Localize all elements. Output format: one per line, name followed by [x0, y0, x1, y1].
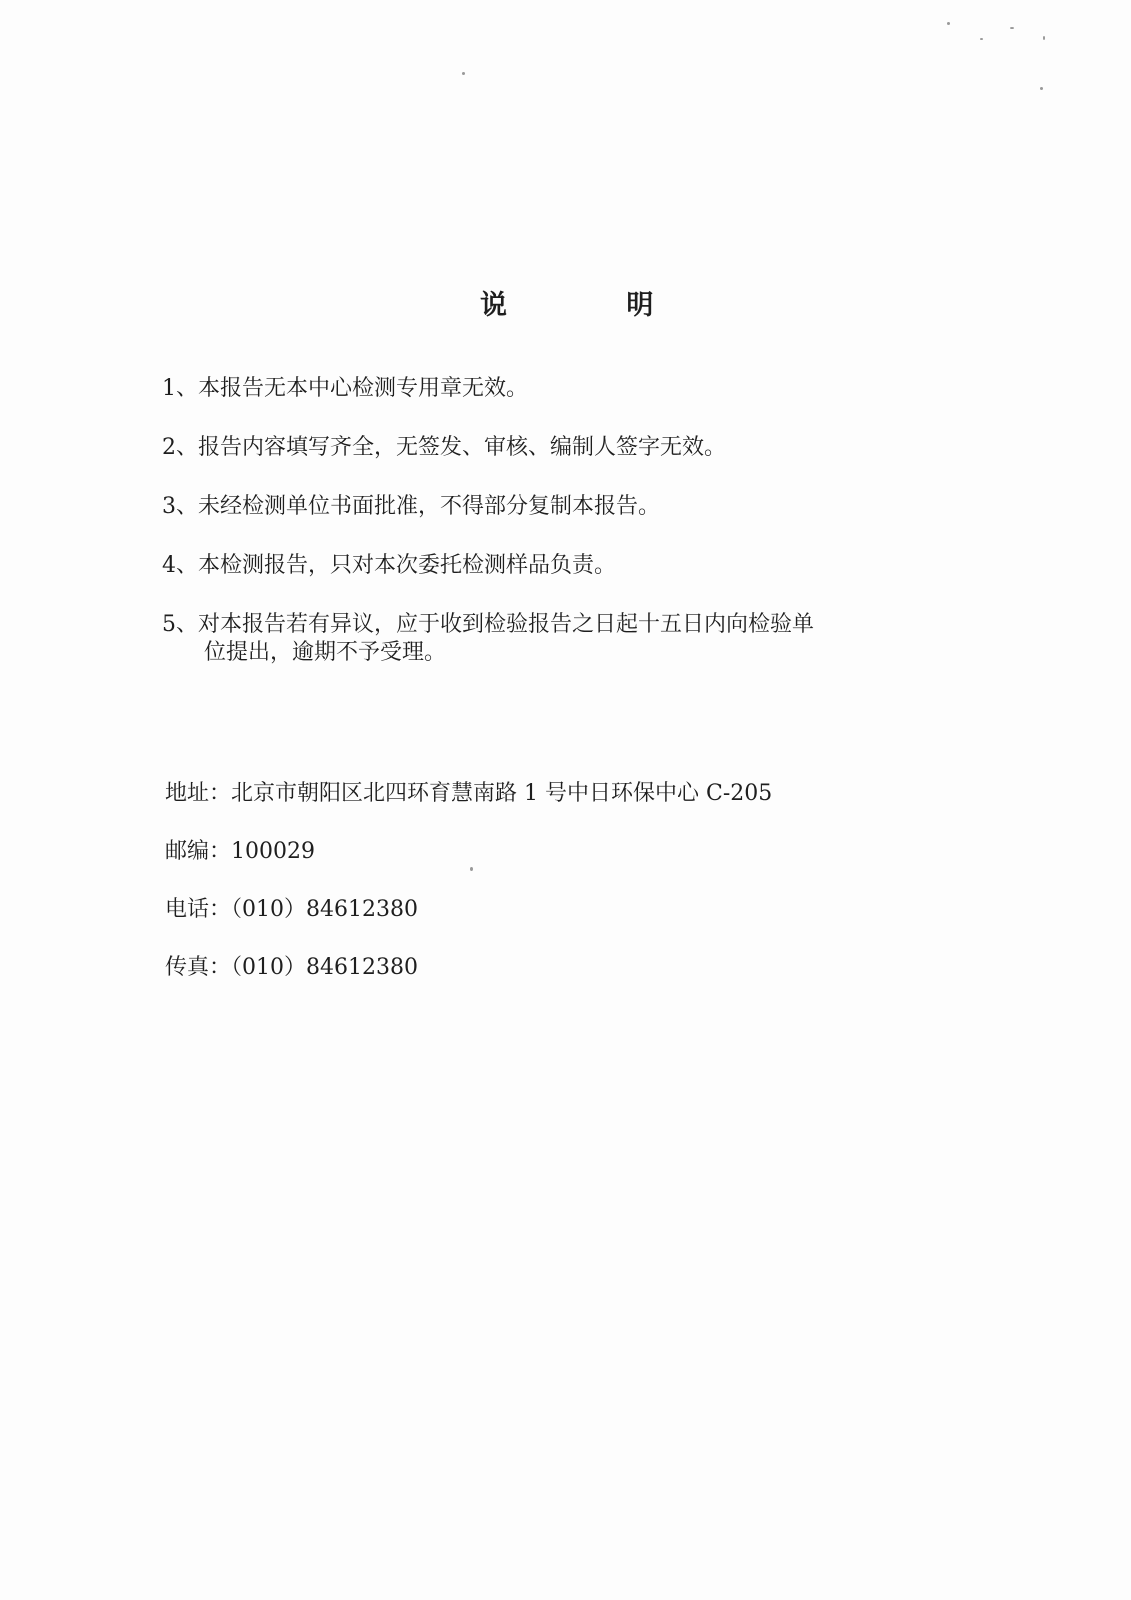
note-text: 对本报告若有异议，应于收到检验报告之日起十五日内向检验单	[198, 612, 815, 637]
scan-speck	[1043, 36, 1045, 40]
fax-value: （010）84612380	[231, 955, 418, 980]
postcode-value: 100029	[231, 839, 315, 864]
note-text: 未经检测单位书面批准，不得部分复制本报告。	[198, 494, 661, 519]
address-label: 地址：	[165, 781, 232, 806]
scan-speck	[462, 72, 465, 75]
scan-speck	[947, 22, 950, 25]
note-text: 本检测报告，只对本次委托检测样品负责。	[198, 553, 617, 578]
note-item-1	[162, 374, 962, 404]
postcode-label: 邮编：	[165, 839, 232, 864]
note-item-2	[162, 433, 962, 463]
address-line	[165, 779, 965, 809]
contact-block	[165, 779, 965, 1011]
phone-label: 电话：	[165, 897, 232, 922]
note-item-3	[162, 492, 962, 522]
note-number: 2、	[162, 435, 198, 460]
postcode-line	[165, 837, 965, 867]
note-text: 本报告无本中心检测专用章无效。	[198, 376, 529, 401]
notes-list	[162, 374, 962, 697]
document-title: 说 明	[480, 290, 709, 321]
note-number: 5、	[162, 612, 198, 637]
fax-label: 传真：	[165, 955, 232, 980]
scan-speck	[1040, 87, 1043, 90]
fax-line	[165, 953, 965, 983]
phone-line	[165, 895, 965, 925]
phone-value: （010）84612380	[231, 897, 418, 922]
scan-speck	[980, 38, 983, 40]
note-number: 3、	[162, 494, 198, 519]
note-number: 1、	[162, 376, 198, 401]
note-text-continued: 位提出，逾期不予受理。	[204, 640, 447, 665]
note-text: 报告内容填写齐全，无签发、审核、编制人签字无效。	[198, 435, 727, 460]
scan-speck	[1010, 27, 1014, 29]
note-item-4	[162, 551, 962, 581]
address-value: 北京市朝阳区北四环育慧南路 1 号中日环保中心 C-205	[231, 781, 773, 806]
note-number: 4、	[162, 553, 198, 578]
note-item-5	[162, 610, 962, 668]
